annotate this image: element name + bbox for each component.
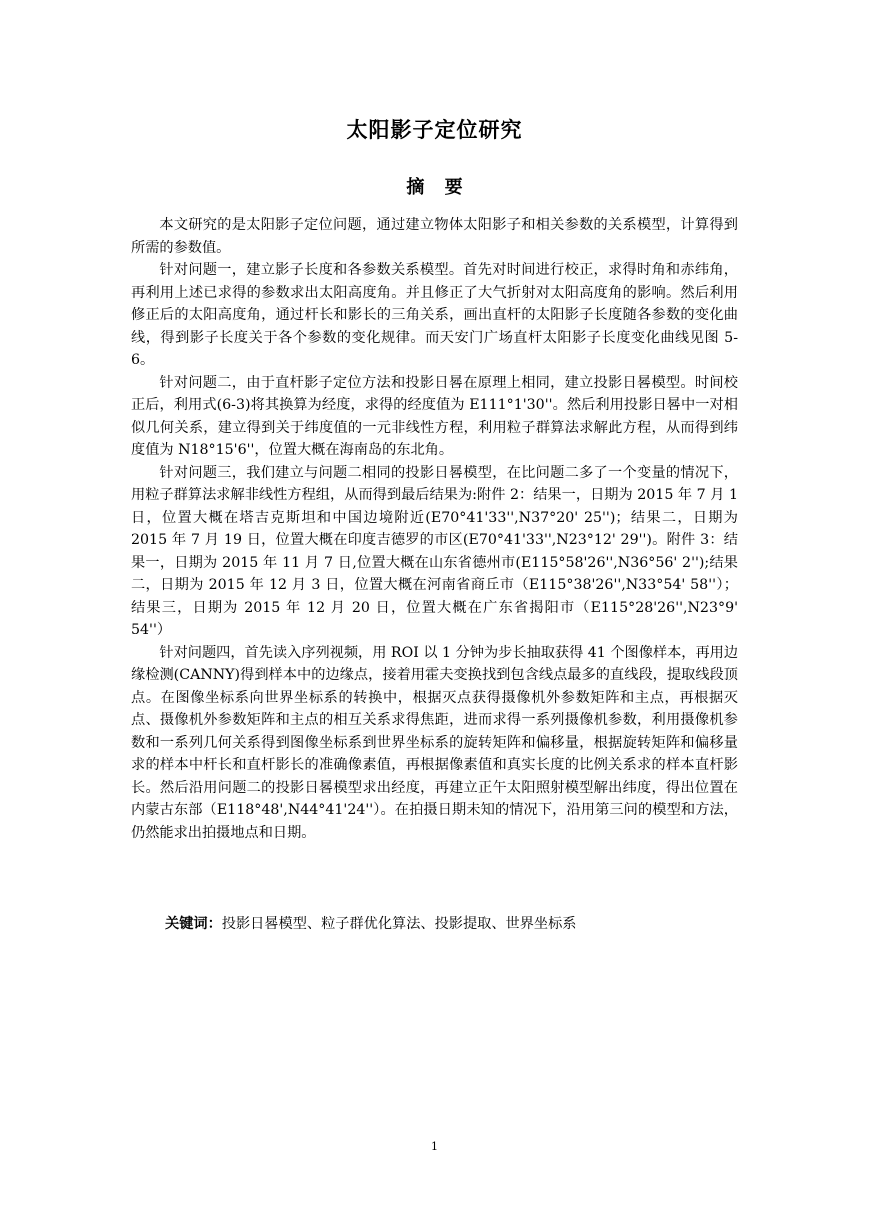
page-number: 1 [431,1140,438,1153]
keywords-label: 关键词： [165,916,222,932]
keywords-text: 投影日晷模型、粒子群优化算法、投影提取、世界坐标系 [221,916,577,932]
abstract-heading: 摘 要 [406,177,463,198]
abstract-body [131,214,738,844]
abstract-paragraph-intro: 本文研究的是太阳影子定位问题，通过建立物体太阳影子和相关参数的关系模型，计算得到所需的参数值。 [131,217,738,256]
abstract-paragraph-problem-1: 针对问题一，建立影子长度和各参数关系模型。首先对时间进行校正，求得时角和赤纬角，再利用上述已求得的参数求出太阳高度角。并且修正了大气折射对太阳高度角的影响。然后利用修正后的太阳高度角，通过杆长和影长的三角关系，画出直杆的太阳影子长度随各参数的变化曲线，得到影子长度关于各个参数的变化规律。而天安门广场直杆太阳影子长度变化曲线见图 5-6。 [131,262,738,368]
paper-title: 太阳影子定位研究 [346,118,523,142]
abstract-paragraph-problem-3: 针对问题三，我们建立与问题二相同的投影日晷模型，在比问题二多了一个变量的情况下，用粒子群算法求解非线性方程组，从而得到最后结果为:附件 2：结果一，日期为 2015 年 7 月 1 日，位置大概在塔吉克斯坦和中国边境附近(E70°41'33'',N37°20' 25'')；结果二，日期为 2015 年 7 月 19 日，位置大概在印度吉德罗的市区(E70°41'33'',N23°12' 29'')。附件 3：结果一，日期为 2015 年 11 月 7 日,位置大概在山东省德州市(E115°58'26'',N36°56' 2'');结果二，日期为 2015 年 12 月 3 日，位置大概在河南省商丘市（E115°38'26'',N33°54' 58''）；结果三，日期为 2015 年 12 月 20 日，位置大概在广东省揭阳市（E115°28'26'',N23°9' 54''） [131,464,738,638]
abstract-paragraph-problem-4: 针对问题四，首先读入序列视频，用 ROI 以 1 分钟为步长抽取获得 41 个图像样本，再用边缘检测(CANNY)得到样本中的边缘点，接着用霍夫变换找到包含线点最多的直线段，提取线段顶点。在图像坐标系向世界坐标系的转换中，根据灭点获得摄像机外参数矩阵和主点，再根据灭点、摄像机外参数矩阵和主点的相互关系求得焦距，进而求得一系列摄像机参数，利用摄像机参数和一系列几何关系得到图像坐标系到世界坐标系的旋转矩阵和偏移量，根据旋转矩阵和偏移量求的样本中杆长和直杆影长的准确像素值，再根据像素值和真实长度的比例关系求的样本直杆影长。然后沿用问题二的投影日晷模型求出经度，再建立正午太阳照射模型解出纬度，得出位置在内蒙古东部（E118°48',N44°41'24''）。在拍摄日期未知的情况下，沿用第三问的模型和方法，仍然能求出拍摄地点和日期。 [131,644,739,841]
abstract-paragraph-problem-2: 针对问题二，由于直杆影子定位方法和投影日晷在原理上相同，建立投影日晷模型。时间校正后，利用式(6-3)将其换算为经度，求得的经度值为 E111°1'30''。然后利用投影日晷中一对相似几何关系，建立得到关于纬度值的一元非线性方程，利用粒子群算法求解此方程，从而得到纬度值为 N18°15'6''，位置大概在海南岛的东北角。 [131,374,738,458]
keywords [165,913,765,936]
